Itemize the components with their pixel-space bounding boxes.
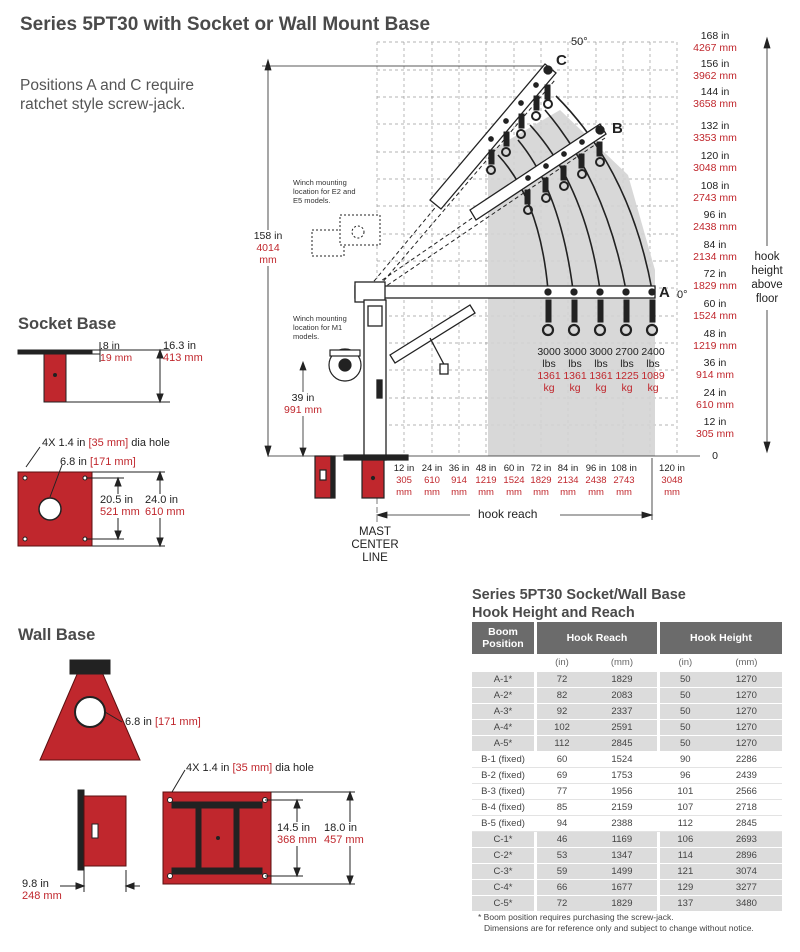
table-row: A-1* 72 1829 50 1270 xyxy=(472,671,782,687)
table-row: B-3 (fixed) 77 1956 101 2566 xyxy=(472,783,782,799)
socket-base-side-view xyxy=(18,342,170,402)
position-a-label: A xyxy=(659,284,670,301)
table-row: B-4 (fixed) 85 2159 107 2718 xyxy=(472,799,782,815)
height-tick-120: 120 in 3048 mm xyxy=(693,150,737,174)
col-hook-reach: Hook Reach xyxy=(537,622,657,654)
reach-tick-84: 84 in 2134 mm xyxy=(557,463,579,498)
capacity-4: 2700 lbs 1225 kg xyxy=(615,346,639,394)
winch-m1 xyxy=(329,349,361,381)
socket-plate-thickness: .8 in 19 mm xyxy=(100,340,133,364)
position-b-label: B xyxy=(612,120,623,137)
screw-jack-note: Positions A and C require ratchet style screw-jack. xyxy=(20,77,195,113)
height-tick-168: 168 in 4267 mm xyxy=(693,30,737,54)
table-row: B-5 (fixed) 94 2388 112 2845 xyxy=(472,815,782,831)
table-row: C-1* 46 1169 106 2693 xyxy=(472,831,782,847)
socket-hole-callout: 4X 1.4 in [35 mm] dia hole xyxy=(42,437,170,449)
reach-tick-72: 72 in 1829 mm xyxy=(530,463,552,498)
table-row: B-1 (fixed) 60 1524 90 2286 xyxy=(472,751,782,767)
hook-reach-label: hook reach xyxy=(478,507,538,521)
height-tick-36: 36 in 914 mm xyxy=(696,357,734,381)
reach-tick-60: 60 in 1524 mm xyxy=(503,463,525,498)
height-tick-72: 72 in 1829 mm xyxy=(693,268,737,292)
table-footnote: * Boom position requires purchasing the screw-jack. Dimensions are for reference only and subject to change without notice. xyxy=(478,912,754,933)
angle-0-label: 0° xyxy=(677,289,688,301)
wall-outer-dimension: 18.0 in 457 mm xyxy=(324,822,374,846)
wall-base-front-view xyxy=(40,660,140,760)
winch-m1-label: Winch mounting location for M1 models. xyxy=(293,314,347,341)
height-158-mm: 4014 mm xyxy=(256,242,280,266)
table-row: C-4* 66 1677 129 3277 xyxy=(472,879,782,895)
winch-e2-label: Winch mounting location for E2 and E5 models. xyxy=(293,178,356,205)
table-row: C-2* 53 1347 114 2896 xyxy=(472,847,782,863)
reach-tick-48: 48 in 1219 mm xyxy=(475,463,497,498)
winch-e2 xyxy=(312,215,380,256)
reach-tick-108: 108 in 2743 mm xyxy=(611,463,637,498)
height-tick-48: 48 in 1219 mm xyxy=(693,328,737,352)
socket-outer-dimension: 24.0 in 610 mm xyxy=(145,494,195,518)
mast xyxy=(364,300,386,460)
table-row: A-4* 102 2591 50 1270 xyxy=(472,719,782,735)
table-row: A-3* 92 2337 50 1270 xyxy=(472,703,782,719)
height-158-label: 158 in 4014 mm xyxy=(248,230,288,266)
units-row: (in) (mm) (in) (mm) xyxy=(472,654,782,671)
capacity-5: 2400 lbs 1089 kg xyxy=(641,346,665,394)
height-tick-12: 12 in 305 mm xyxy=(696,416,734,440)
table-row: C-5* 72 1829 137 3480 xyxy=(472,895,782,911)
table-row: A-2* 82 2083 50 1270 xyxy=(472,687,782,703)
socket-base-heading: Socket Base xyxy=(18,315,117,333)
mast-centerline-label: MAST CENTER LINE xyxy=(351,526,399,564)
height-tick-108: 108 in 2743 mm xyxy=(693,180,737,204)
height-tick-24: 24 in 610 mm xyxy=(696,387,734,411)
hook-height-arrow xyxy=(764,38,770,452)
socket-inner-dimension: 20.5 in 521 mm xyxy=(100,494,150,518)
table-row: A-5* 112 2845 50 1270 xyxy=(472,735,782,751)
height-39-label: 39 in 991 mm xyxy=(284,392,322,416)
table-title: Series 5PT30 Socket/Wall Base Hook Height and Reach xyxy=(472,587,686,621)
reach-tick-12: 12 in 305 mm xyxy=(393,463,415,498)
reach-tick-120: 120 in 3048 mm xyxy=(659,463,685,498)
reach-tick-36: 36 in 914 mm xyxy=(448,463,470,498)
height-39-mm: 991 mm xyxy=(284,404,322,416)
height-tick-84: 84 in 2134 mm xyxy=(693,239,737,263)
capacity-3: 3000 lbs 1361 kg xyxy=(589,346,613,394)
wall-hole-callout: 4X 1.4 in [35 mm] dia hole xyxy=(186,762,314,774)
table-row: C-3* 59 1499 121 3074 xyxy=(472,863,782,879)
position-c-label: C xyxy=(556,52,567,69)
table-row: B-2 (fixed) 69 1753 96 2439 xyxy=(472,767,782,783)
wall-inner-dimension: 14.5 in 368 mm xyxy=(277,822,327,846)
page-title: Series 5PT30 with Socket or Wall Mount Base xyxy=(20,14,431,35)
col-hook-height: Hook Height xyxy=(660,622,782,654)
height-tick-96: 96 in 2438 mm xyxy=(693,209,737,233)
hook-height-reach-table xyxy=(472,622,782,912)
wall-diameter-callout: 6.8 in [171 mm] xyxy=(125,716,201,728)
reach-tick-24: 24 in 610 mm xyxy=(421,463,443,498)
wall-base-heading: Wall Base xyxy=(18,626,96,644)
height-tick-0: 0 xyxy=(712,450,718,462)
col-boom-position: Boom Position xyxy=(472,622,534,654)
height-tick-132: 132 in 3353 mm xyxy=(693,120,737,144)
height-tick-156: 156 in 3962 mm xyxy=(693,58,737,82)
socket-height: 16.3 in 413 mm xyxy=(163,340,203,364)
wall-depth-dimension: 9.8 in 248 mm xyxy=(22,878,62,902)
socket-diameter-callout: 6.8 in [171 mm] xyxy=(60,456,136,468)
hook-height-label: hook height above floor xyxy=(742,250,792,306)
capacity-2: 3000 lbs 1361 kg xyxy=(563,346,587,394)
reach-tick-96: 96 in 2438 mm xyxy=(585,463,607,498)
wall-base-side-view xyxy=(60,790,140,892)
angle-50-label: 50° xyxy=(571,36,588,48)
capacity-1: 3000 lbs 1361 kg xyxy=(537,346,561,394)
height-tick-144: 144 in 3658 mm xyxy=(693,86,737,110)
height-tick-60: 60 in 1524 mm xyxy=(693,298,737,322)
screw-jack xyxy=(390,305,475,374)
